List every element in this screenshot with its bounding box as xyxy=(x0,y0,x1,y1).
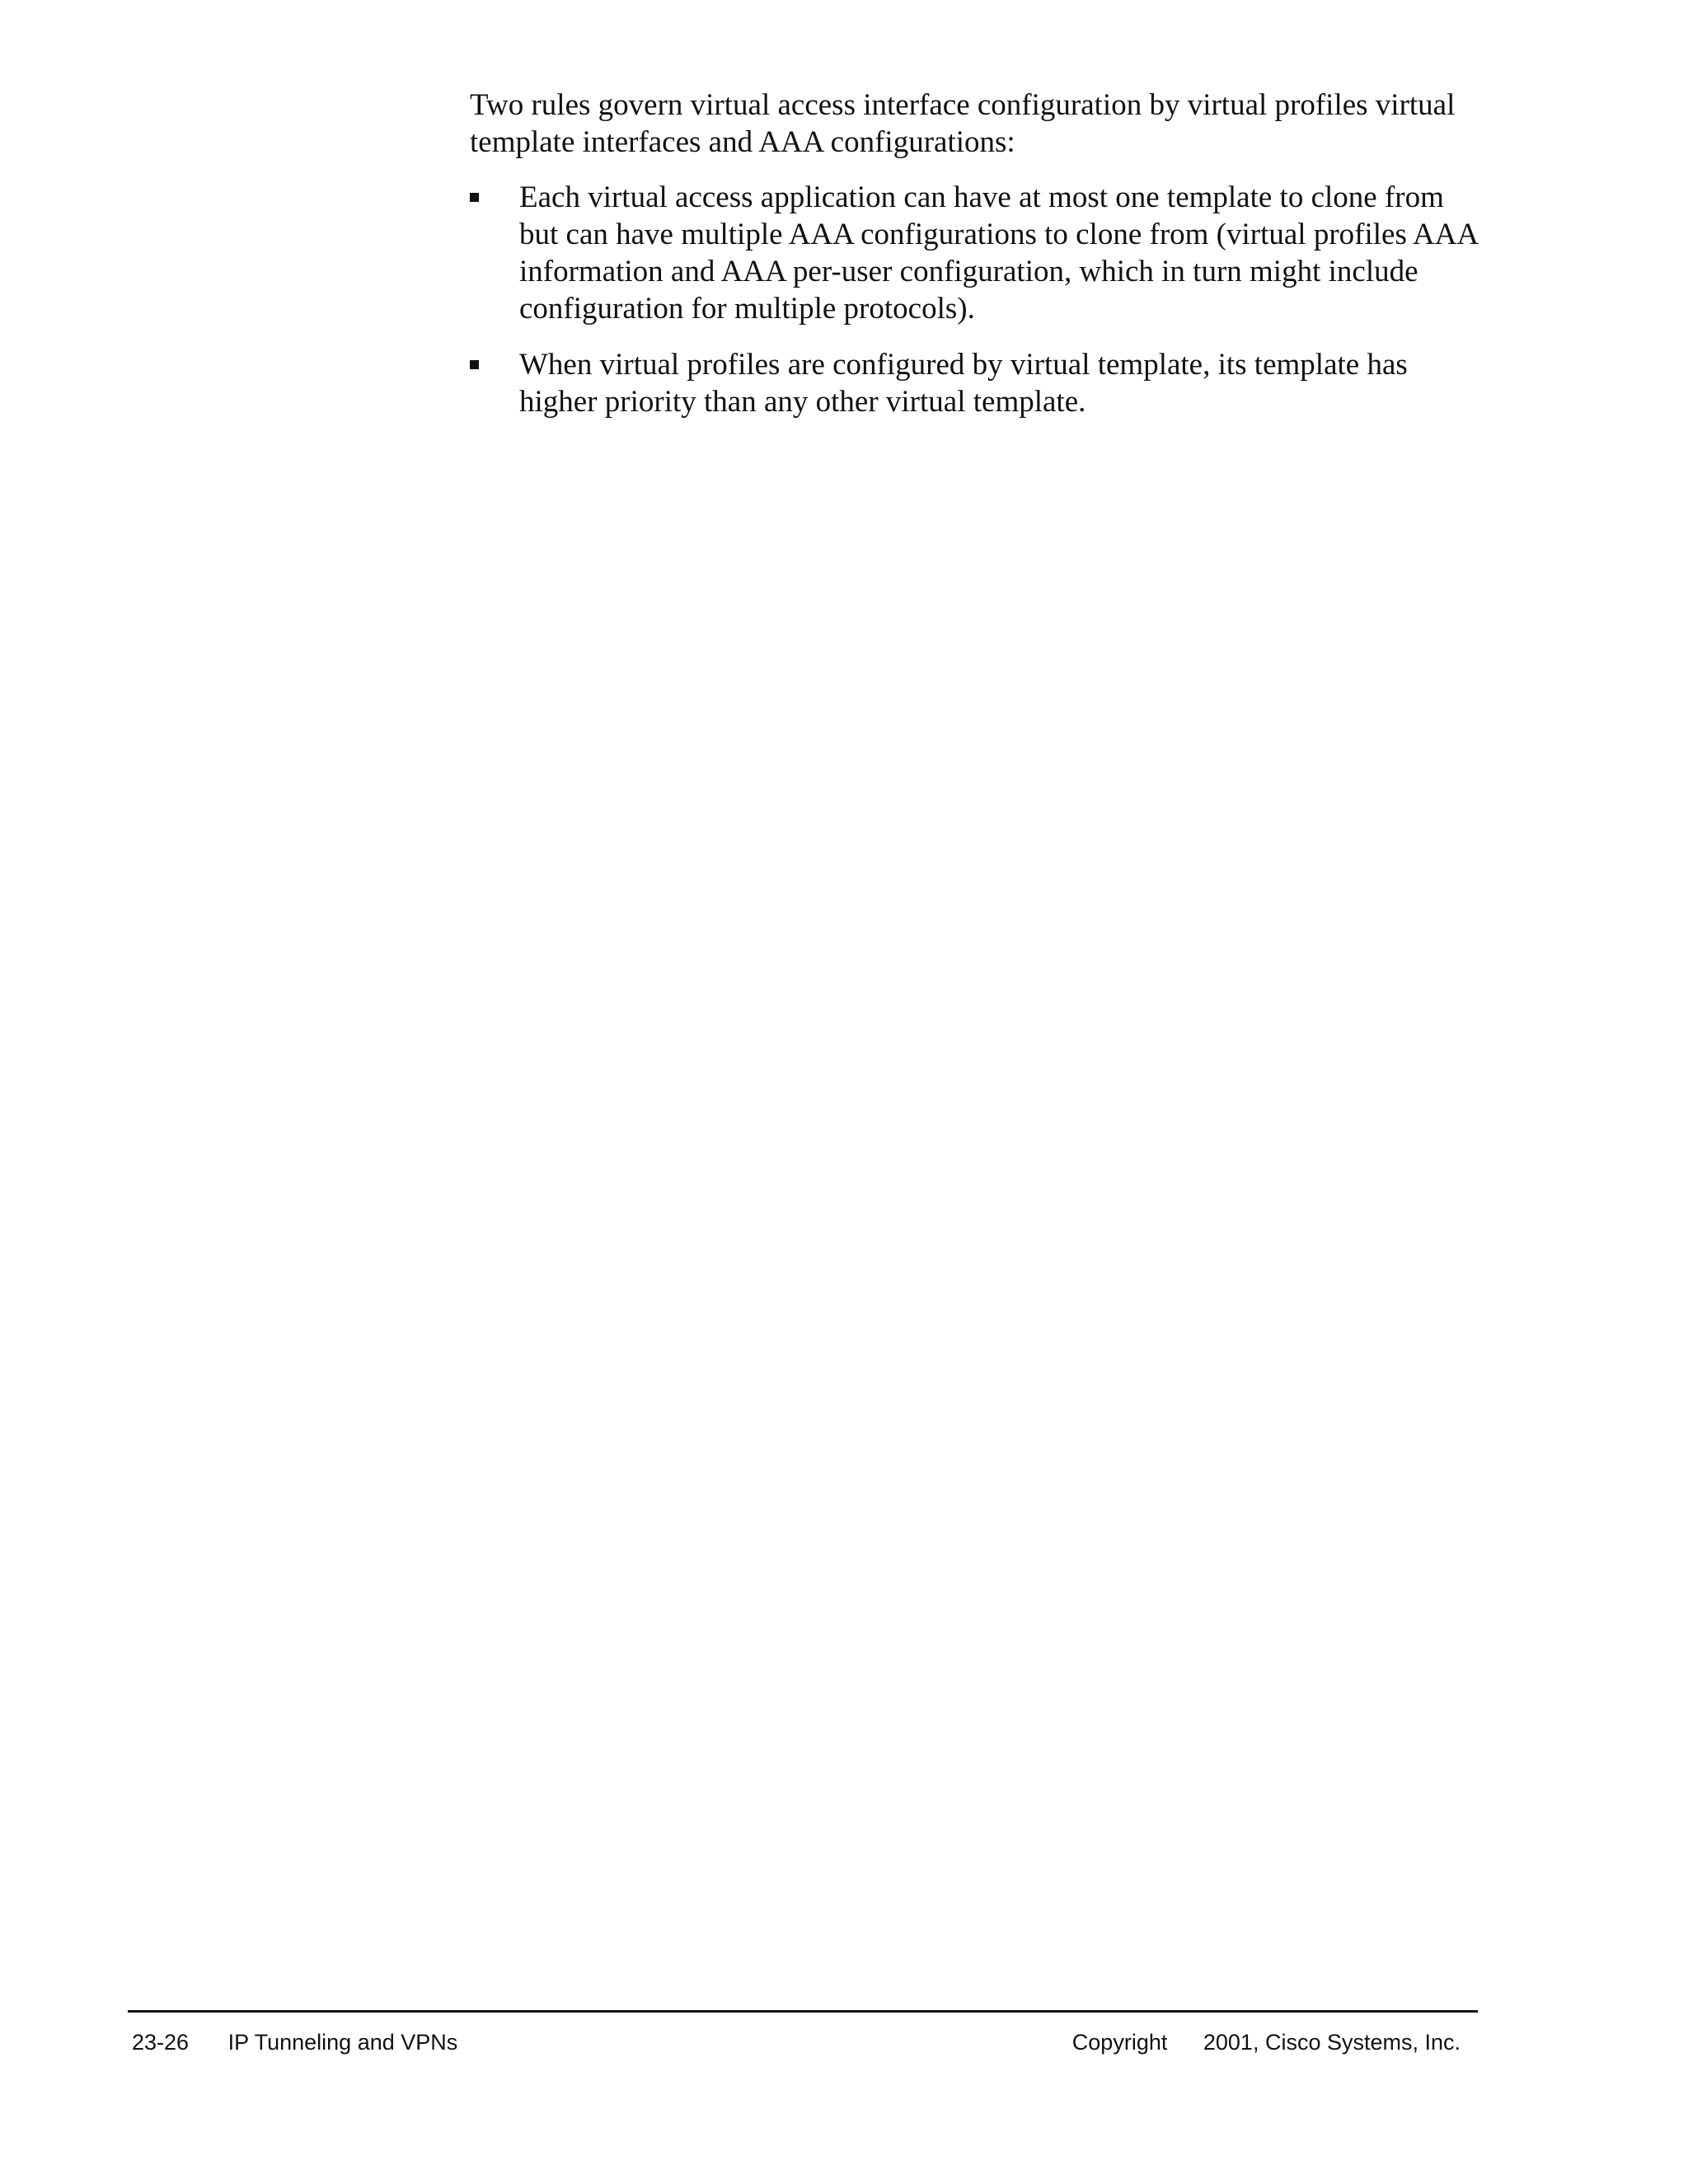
book-title: IP Tunneling and VPNs xyxy=(227,2030,458,2055)
page-number: 23-26 xyxy=(132,2030,190,2055)
list-item xyxy=(470,179,1479,327)
list-item-text: Each virtual access application can have at most one template to clone from but can have multiple AAA configurations to clone from (virtual profiles AAA information and AAA per-user configuration, which in turn might include configuration for multiple protocols). xyxy=(519,180,1478,326)
footer-left xyxy=(132,2029,457,2055)
square-bullet-icon xyxy=(470,193,479,202)
list-item-text: When virtual profiles are configured by virtual template, its template has higher priority than any other virtual template. xyxy=(519,348,1408,419)
copyright-label: Copyright xyxy=(1071,2030,1168,2055)
square-bullet-icon xyxy=(470,360,479,369)
footer-divider xyxy=(128,2010,1478,2013)
list-item xyxy=(470,346,1479,420)
page-body xyxy=(470,87,1479,439)
intro-paragraph: Two rules govern virtual access interface configuration by virtual profiles virtual template interfaces and AAA configurations: xyxy=(470,88,1456,159)
copyright-text: 2001, Cisco Systems, Inc. xyxy=(1203,2030,1461,2055)
footer-right xyxy=(1072,2029,1461,2055)
rules-list xyxy=(470,179,1479,420)
